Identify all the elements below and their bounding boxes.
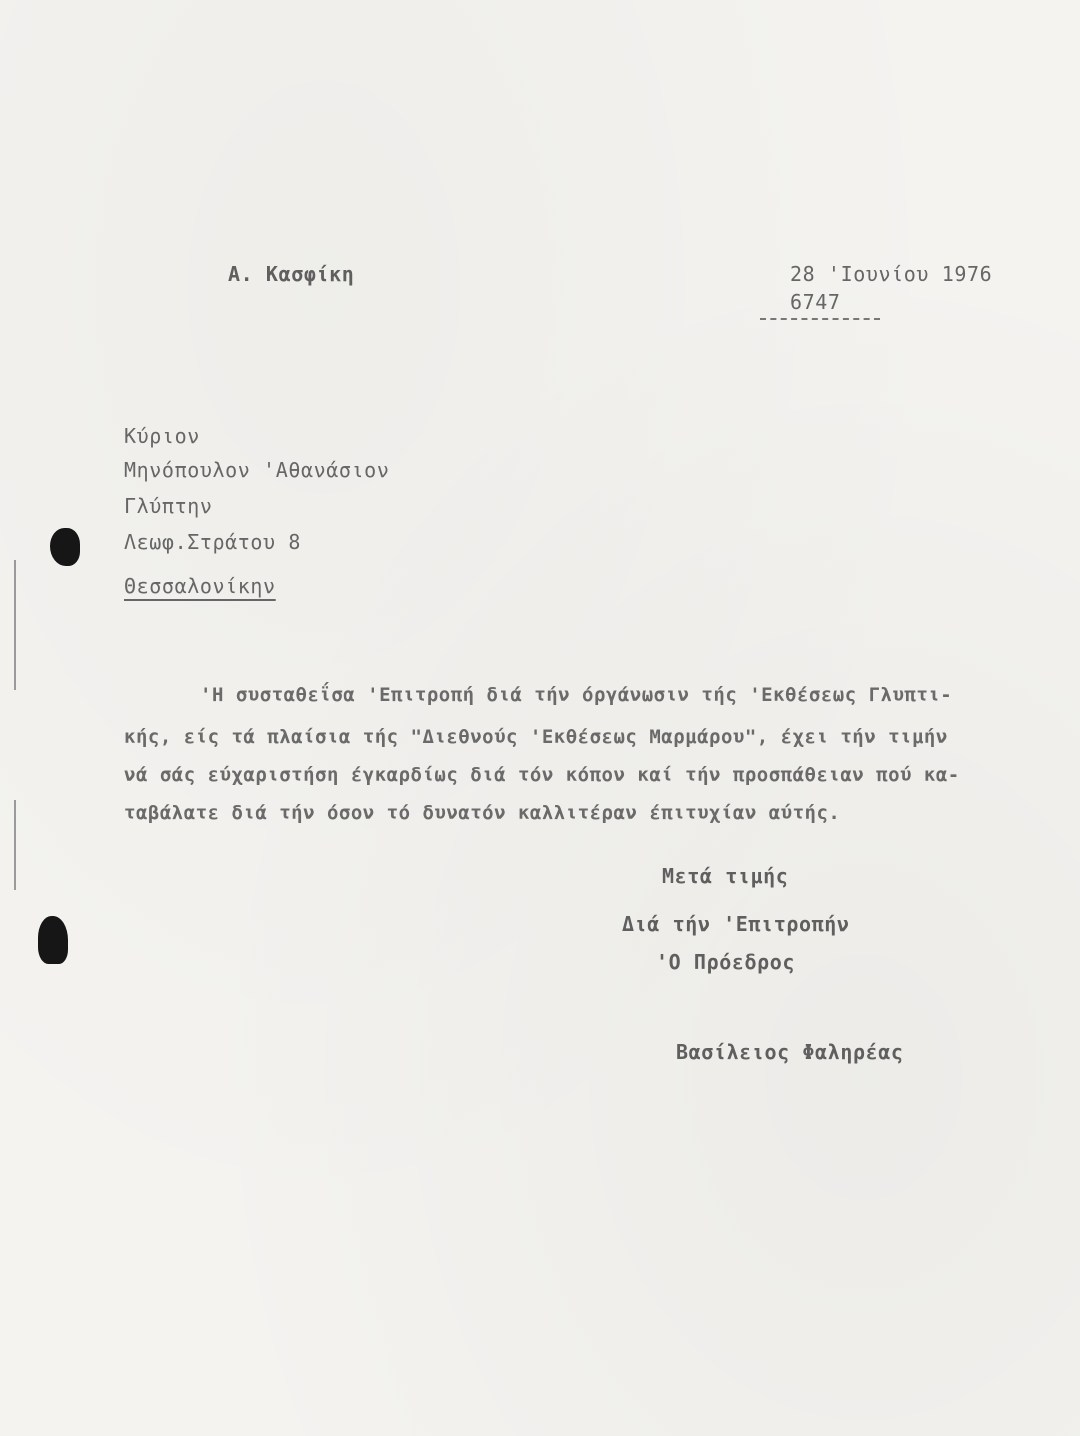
recipient-city: Θεσσαλονίκην (124, 574, 276, 598)
recipient-street: Λεωφ.Στράτου 8 (124, 530, 301, 554)
protocol-number-rule (760, 318, 880, 320)
body-line: κής, είς τά πλαίσια τής "Διεθνούς 'Εκθέσεως Μαρμάρου", έχει τήν τιμήν (124, 726, 948, 748)
body-line: νά σάς εύχαριστήση έγκαρδίως διά τόν κόπον καί τήν προσπάθειαν πού κα- (124, 764, 960, 786)
punch-hole-bottom (38, 916, 68, 964)
reference-initials: Α. Κασφίκη (228, 262, 355, 286)
signer-name: Βασίλειος Φαληρέας (676, 1040, 904, 1064)
on-behalf: Διά τήν 'Επιτροπήν (622, 912, 850, 936)
punch-hole-top (50, 528, 80, 566)
signer-title: 'Ο Πρόεδρος (656, 950, 796, 974)
page-edge-mark (14, 560, 16, 690)
page-edge-mark (14, 800, 16, 890)
closing: Μετά τιμής (662, 864, 789, 888)
salutation: Κύριον (124, 424, 200, 448)
body-line: 'Η συσταθεΐσα 'Επιτροπή διά τήν όργάνωσιν τής 'Εκθέσεως Γλυπτι- (200, 684, 953, 706)
recipient-profession: Γλύπτην (124, 494, 213, 518)
letter-date: 28 'Ιουνίου 1976 (790, 262, 993, 286)
body-line: ταβάλατε διά τήν όσον τό δυνατόν καλλιτέραν έπιτυχίαν αύτής. (124, 802, 841, 824)
recipient-name: Μηνόπουλον 'Αθανάσιον (124, 458, 390, 482)
protocol-number: 6747 (790, 290, 841, 314)
